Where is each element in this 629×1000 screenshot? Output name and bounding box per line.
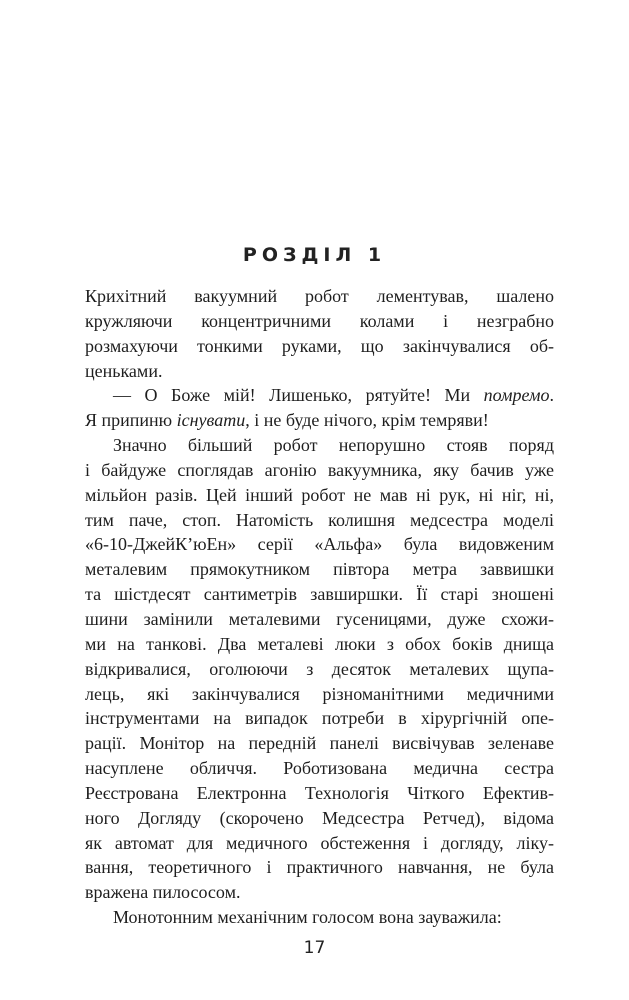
text-run: інструментами на випадок потреби в хірургічній опе-	[85, 708, 554, 729]
text-run: мільйон разів. Цей інший робот не мав ні рук, ні ніг, ні,	[85, 484, 554, 505]
text-line	[85, 855, 554, 880]
text-run: , і не буде нічого, крім темряви!	[245, 410, 489, 431]
text-run: вання, теоретичного і практичного навчання, не була	[85, 857, 554, 878]
text-run: — О Боже мій! Лишенько, рятуйте! Ми	[113, 385, 484, 406]
text-line	[85, 682, 554, 707]
text-run: ного Догляду (скорочено Медсестра Ретчед), відома	[85, 807, 554, 828]
text-line	[85, 557, 554, 582]
text-line	[85, 359, 554, 384]
text-line	[85, 458, 554, 483]
text-run: кружляючи концентричними колами і незграбно	[85, 310, 554, 331]
text-run: Значно більший робот непорушно стояв поряд	[113, 435, 554, 456]
text-line	[85, 880, 554, 905]
text-run: Реєстрована Електронна Технологія Чіткого Ефектив-	[85, 782, 554, 803]
text-run: .	[549, 385, 554, 406]
text-run: «6-10-ДжейК’юЕн» серії «Альфа» була видовженим	[85, 534, 554, 555]
italic-emphasis: існувати	[176, 410, 246, 431]
text-run: вражена пилососом.	[85, 882, 241, 903]
text-run: шини замінили металевими гусеницями, дуже схожи-	[85, 608, 554, 629]
text-run: тим паче, стоп. Натомість колишня медсестра моделі	[85, 509, 554, 530]
text-line	[85, 284, 554, 309]
text-line	[85, 657, 554, 682]
text-line	[85, 408, 554, 433]
text-run: ми на танкові. Два металеві люки з обох боків днища	[85, 633, 554, 654]
text-line	[85, 806, 554, 831]
text-run: та шістдесят сантиметрів завширшки. Її старі зношені	[85, 584, 554, 605]
text-run: як автомат для медичного обстеження і догляду, ліку-	[85, 832, 554, 853]
text-line	[85, 309, 554, 334]
text-run: розмахуючи тонкими руками, що закінчувалися об-	[85, 335, 554, 356]
text-run: Крихітний вакуумний робот лементував, шалено	[85, 286, 554, 306]
chapter-body-text	[85, 284, 554, 930]
text-line	[85, 433, 554, 458]
text-run: Я припиню	[85, 410, 177, 431]
text-line	[85, 831, 554, 856]
text-line	[85, 532, 554, 557]
text-line	[85, 756, 554, 781]
text-run: лець, які закінчувалися різноманітними медичними	[85, 683, 554, 704]
text-line	[85, 706, 554, 731]
text-run: рації. Монітор на передній панелі висвічував зеленаве	[85, 733, 554, 754]
text-run: металевим прямокутником півтора метра заввишки	[85, 559, 554, 580]
text-run: відкривалися, оголюючи з десяток металевих щупа-	[85, 658, 554, 679]
page-number: 17	[303, 938, 326, 958]
text-run: і байдуже споглядав агонію вакуумника, яку бачив уже	[85, 459, 554, 480]
text-line	[85, 383, 554, 408]
text-line	[85, 731, 554, 756]
chapter-title: РОЗДІЛ 1	[242, 243, 387, 266]
text-line	[85, 632, 554, 657]
text-line	[85, 582, 554, 607]
text-line	[85, 781, 554, 806]
text-run: Монотонним механічним голосом вона зауважила:	[113, 907, 502, 928]
text-run: ценьками.	[85, 360, 163, 381]
italic-emphasis: помремо	[483, 385, 550, 406]
text-line	[85, 607, 554, 632]
text-line	[85, 905, 554, 930]
text-line	[85, 334, 554, 359]
text-line	[85, 508, 554, 533]
text-run: насуплене обличчя. Роботизована медична сестра	[85, 758, 554, 779]
text-line	[85, 483, 554, 508]
